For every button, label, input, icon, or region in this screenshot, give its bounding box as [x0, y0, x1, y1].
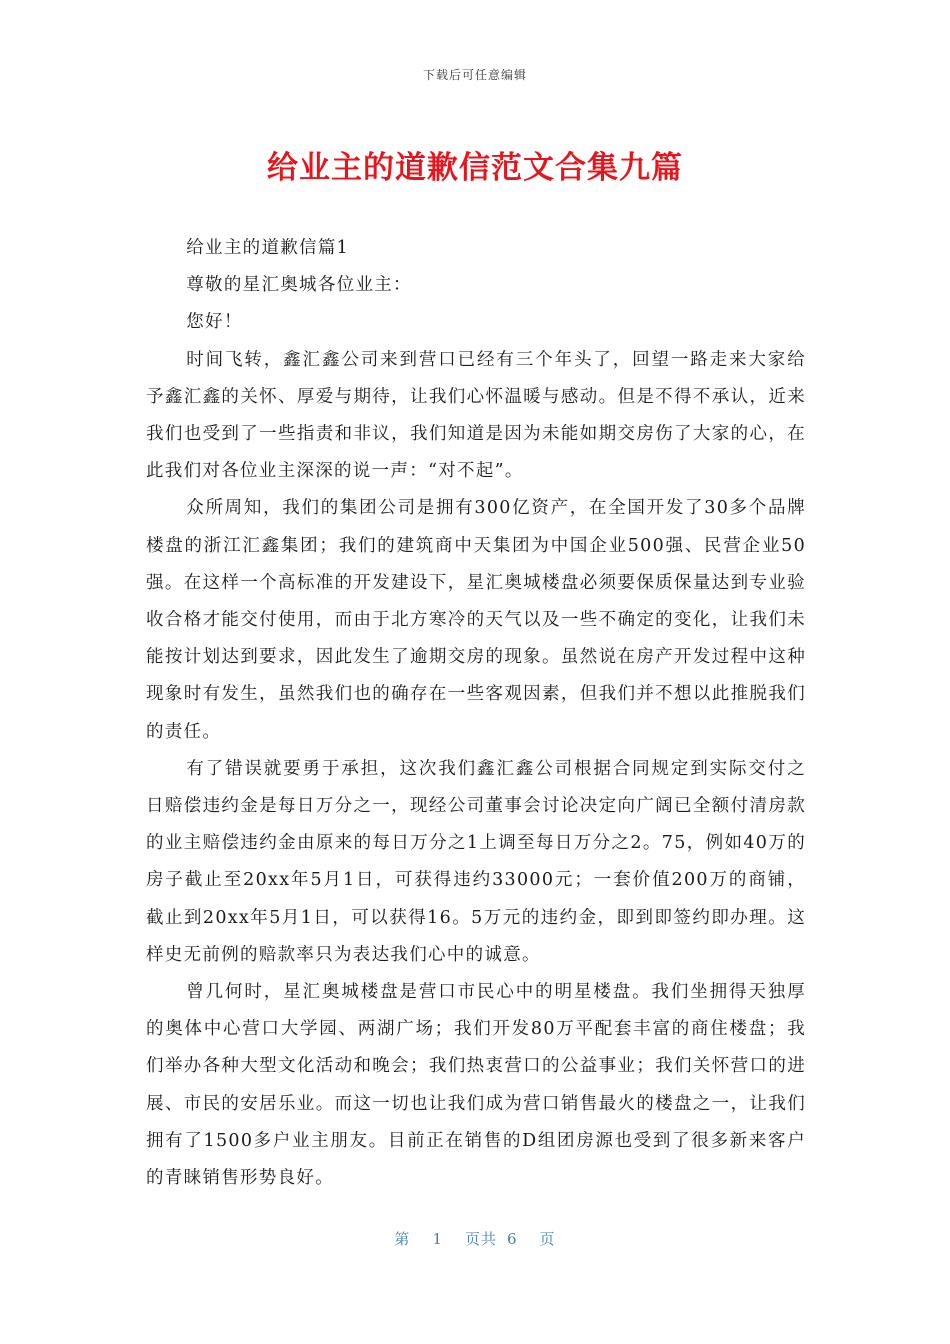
body-paragraph: 有了错误就要勇于承担，这次我们鑫汇鑫公司根据合同规定到实际交付之日赔偿违约金是每日万分之一，现经公司董事会讨论决定向广阔已全额付清房款的业主赔偿违约金由原来的每日万分之1上调至每日万分之2。75，例如40万的房子截止至20xx年5月1日，可获得违约33000元；一套价值200万的商铺，截止到20xx年5月1日，可以获得16。5万元的违约金，即到即签约即办理。这样史无前例的赔款率只为表达我们心中的诚意。: [146, 758, 806, 965]
greeting: 您好！: [186, 312, 243, 333]
salutation: 尊敬的星汇奥城各位业主：: [186, 275, 412, 296]
body-paragraph: 众所周知，我们的集团公司是拥有300亿资产，在全国开发了30多个品牌楼盘的浙江汇鑫集团；我们的建筑商中天集团为中国企业500强、民营企业50强。在这样一个高标准的开发建设下，星汇奥城楼盘必须要保质保量达到专业验收合格才能交付使用，而由于北方寒冷的天气以及一些不确定的变化，让我们未能按计划达到要求，因此发生了逾期交房的现象。虽然说在房产开发过程中这种现象时有发生，虽然我们也的确存在一些客观因素，但我们并不想以此推脱我们的责任。: [146, 498, 806, 742]
body-paragraph: 时间飞转，鑫汇鑫公司来到营口已经有三个年头了，回望一路走来大家给予鑫汇鑫的关怀、厚爱与期待，让我们心怀温暖与感动。但是不得不承认，近来我们也受到了一些指责和非议，我们知道是因为未能如期交房伤了大家的心，在此我们对各位业主深深的说一声：“对不起”。: [146, 349, 806, 482]
page-middle: 页共: [464, 1230, 497, 1248]
page-suffix: 页: [539, 1230, 556, 1248]
document-body: [146, 230, 806, 1197]
header-note: 下载后可任意编辑: [422, 68, 527, 82]
page-total: 6: [507, 1230, 518, 1248]
document-title: 给业主的道歉信范文合集九篇: [267, 150, 683, 186]
page-footer: [0, 1228, 950, 1249]
page-number: 1: [432, 1230, 443, 1248]
section-heading: 给业主的道歉信篇1: [186, 238, 350, 258]
body-paragraph: 曾几何时，星汇奥城楼盘是营口市民心中的明星楼盘。我们坐拥得天独厚的奥体中心营口大学园、两湖广场；我们开发80万平配套丰富的商住楼盘；我们举办各种大型文化活动和晚会；我们热衷营口的公益事业；我们关怀营口的进展、市民的安居乐业。而这一切也让我们成为营口销售最火的楼盘之一，让我们拥有了1500多户业主朋友。目前正在销售的D组团房源也受到了很多新来客户的青睐销售形势良好。: [146, 982, 806, 1189]
page-prefix: 第: [394, 1230, 411, 1248]
